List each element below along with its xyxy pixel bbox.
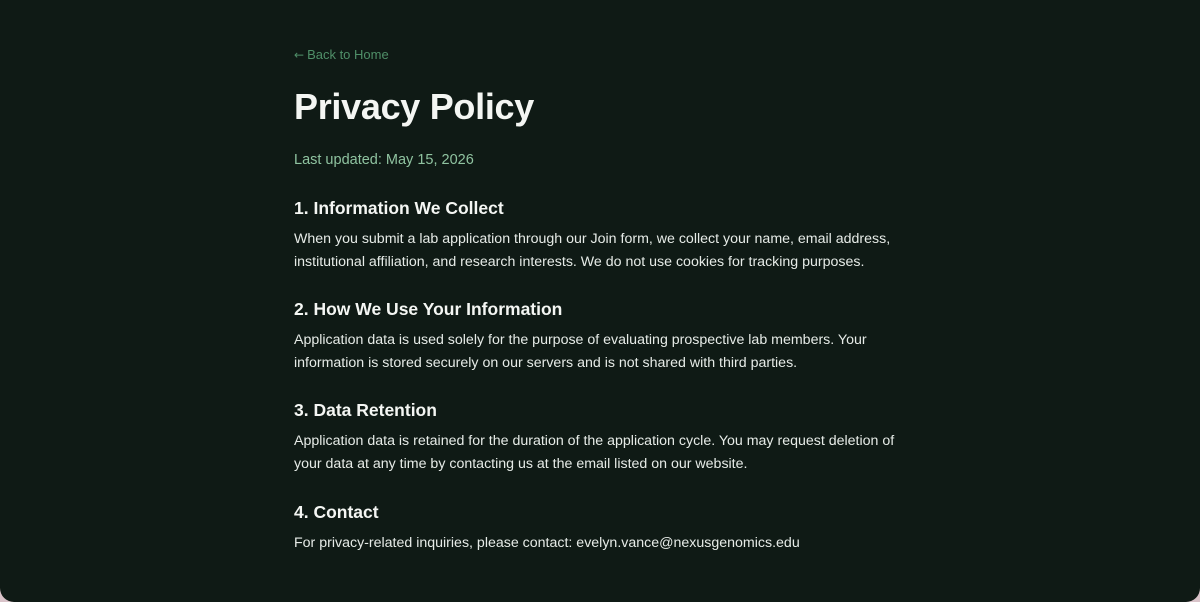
section-heading-contact: 4. Contact (294, 502, 379, 522)
section-body-data-retention: Application data is retained for the duration of the application cycle. You may request deletion of your data at any time by contacting us at the email listed on our website. (294, 433, 895, 472)
page-title: Privacy Policy (294, 86, 534, 127)
last-updated-text: Last updated: May 15, 2026 (294, 152, 474, 168)
arrow-left-icon: ← (294, 47, 305, 62)
section-body-information-collect: When you submit a lab application through our Join form, we collect your name, email address, institutional affiliation, and research interests. We do not use cookies for tracking purposes. (294, 231, 891, 270)
section-body-how-we-use: Application data is used solely for the purpose of evaluating prospective lab members. Your information is stored securely on our servers and is not shared with third parties. (294, 332, 867, 371)
section-body-contact: For privacy-related inquiries, please contact: evelyn.vance@nexusgenomics.edu (294, 535, 800, 551)
section-heading-information-collect: 1. Information We Collect (294, 198, 504, 218)
back-link-label: Back to Home (307, 47, 389, 62)
back-to-home-link[interactable] (294, 47, 389, 62)
section-heading-data-retention: 3. Data Retention (294, 400, 437, 420)
section-heading-how-we-use: 2. How We Use Your Information (294, 299, 563, 319)
